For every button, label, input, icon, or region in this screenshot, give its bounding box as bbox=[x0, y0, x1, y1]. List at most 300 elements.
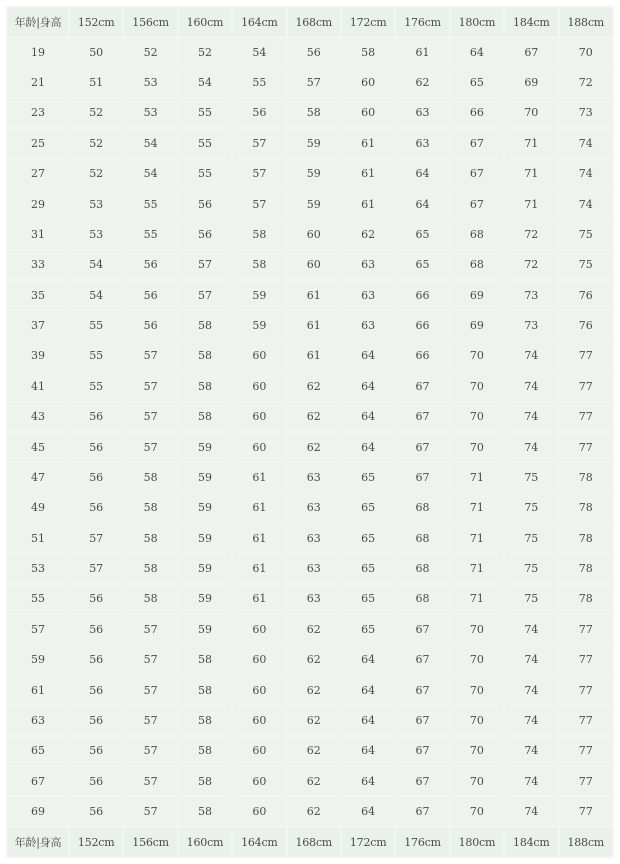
age-cell: 43 bbox=[8, 403, 68, 431]
weight-cell: 65 bbox=[396, 251, 448, 279]
weight-cell: 59 bbox=[288, 190, 340, 218]
weight-cell: 70 bbox=[451, 342, 503, 370]
weight-cell: 77 bbox=[560, 433, 612, 461]
weight-cell: 64 bbox=[342, 676, 394, 704]
weight-cell: 57 bbox=[233, 190, 285, 218]
weight-cell: 56 bbox=[124, 281, 176, 309]
weight-cell: 74 bbox=[505, 706, 557, 734]
weight-cell: 58 bbox=[179, 342, 231, 370]
weight-cell: 61 bbox=[342, 129, 394, 157]
weight-cell: 57 bbox=[124, 767, 176, 795]
weight-cell: 61 bbox=[233, 463, 285, 491]
table-row bbox=[8, 129, 612, 157]
weight-cell: 69 bbox=[451, 281, 503, 309]
weight-cell: 61 bbox=[288, 311, 340, 339]
weight-cell: 59 bbox=[179, 554, 231, 582]
weight-cell: 77 bbox=[560, 767, 612, 795]
weight-cell: 56 bbox=[124, 311, 176, 339]
weight-cell: 57 bbox=[179, 251, 231, 279]
table-row bbox=[8, 251, 612, 279]
weight-cell: 77 bbox=[560, 797, 612, 826]
header-corner-cell: 年龄|身高 bbox=[8, 8, 68, 36]
weight-cell: 77 bbox=[560, 615, 612, 643]
header-height-cell: 152cm bbox=[70, 8, 122, 36]
weight-cell: 70 bbox=[451, 372, 503, 400]
footer-height-cell: 180cm bbox=[451, 828, 503, 856]
weight-cell: 74 bbox=[505, 433, 557, 461]
weight-cell: 60 bbox=[233, 372, 285, 400]
weight-cell: 65 bbox=[342, 615, 394, 643]
header-height-cell: 184cm bbox=[505, 8, 557, 36]
weight-cell: 61 bbox=[233, 585, 285, 613]
age-cell: 67 bbox=[8, 767, 68, 795]
weight-cell: 64 bbox=[342, 706, 394, 734]
weight-cell: 61 bbox=[233, 494, 285, 522]
weight-cell: 56 bbox=[70, 706, 122, 734]
weight-cell: 64 bbox=[451, 38, 503, 66]
weight-cell: 60 bbox=[233, 403, 285, 431]
weight-cell: 77 bbox=[560, 342, 612, 370]
weight-cell: 62 bbox=[288, 767, 340, 795]
weight-cell: 74 bbox=[560, 160, 612, 188]
weight-cell: 57 bbox=[288, 68, 340, 96]
age-cell: 27 bbox=[8, 160, 68, 188]
weight-cell: 60 bbox=[233, 797, 285, 826]
weight-cell: 58 bbox=[288, 99, 340, 127]
weight-cell: 58 bbox=[124, 585, 176, 613]
weight-cell: 57 bbox=[233, 129, 285, 157]
weight-cell: 64 bbox=[342, 403, 394, 431]
table-row bbox=[8, 38, 612, 66]
footer-height-cell: 168cm bbox=[288, 828, 340, 856]
weight-cell: 55 bbox=[70, 342, 122, 370]
weight-cell: 67 bbox=[505, 38, 557, 66]
weight-cell: 60 bbox=[233, 706, 285, 734]
weight-cell: 61 bbox=[288, 342, 340, 370]
weight-cell: 66 bbox=[451, 99, 503, 127]
weight-cell: 72 bbox=[505, 220, 557, 248]
weight-cell: 56 bbox=[70, 737, 122, 765]
weight-cell: 55 bbox=[233, 68, 285, 96]
table-row bbox=[8, 342, 612, 370]
footer-height-cell: 152cm bbox=[70, 828, 122, 856]
weight-cell: 77 bbox=[560, 646, 612, 674]
weight-cell: 60 bbox=[233, 646, 285, 674]
weight-cell: 69 bbox=[505, 68, 557, 96]
weight-cell: 70 bbox=[451, 433, 503, 461]
weight-cell: 71 bbox=[451, 463, 503, 491]
weight-cell: 64 bbox=[342, 767, 394, 795]
age-cell: 39 bbox=[8, 342, 68, 370]
footer-row bbox=[8, 828, 612, 856]
weight-cell: 59 bbox=[179, 524, 231, 552]
weight-cell: 54 bbox=[124, 160, 176, 188]
weight-cell: 54 bbox=[179, 68, 231, 96]
table-header bbox=[8, 8, 612, 36]
weight-cell: 60 bbox=[233, 767, 285, 795]
weight-cell: 62 bbox=[288, 646, 340, 674]
weight-cell: 67 bbox=[451, 190, 503, 218]
weight-cell: 59 bbox=[179, 463, 231, 491]
weight-cell: 58 bbox=[233, 251, 285, 279]
weight-cell: 63 bbox=[396, 99, 448, 127]
age-cell: 33 bbox=[8, 251, 68, 279]
weight-cell: 55 bbox=[124, 220, 176, 248]
weight-cell: 62 bbox=[288, 706, 340, 734]
table-row bbox=[8, 433, 612, 461]
weight-cell: 56 bbox=[179, 190, 231, 218]
weight-cell: 76 bbox=[560, 311, 612, 339]
weight-cell: 78 bbox=[560, 494, 612, 522]
weight-cell: 77 bbox=[560, 737, 612, 765]
weight-cell: 73 bbox=[505, 311, 557, 339]
age-cell: 69 bbox=[8, 797, 68, 826]
weight-cell: 59 bbox=[179, 494, 231, 522]
age-cell: 35 bbox=[8, 281, 68, 309]
weight-cell: 78 bbox=[560, 463, 612, 491]
weight-cell: 71 bbox=[505, 190, 557, 218]
weight-cell: 60 bbox=[233, 342, 285, 370]
weight-cell: 70 bbox=[451, 615, 503, 643]
weight-cell: 57 bbox=[179, 281, 231, 309]
table-row bbox=[8, 615, 612, 643]
weight-cell: 65 bbox=[342, 524, 394, 552]
weight-cell: 58 bbox=[342, 38, 394, 66]
weight-cell: 60 bbox=[288, 251, 340, 279]
weight-cell: 63 bbox=[342, 311, 394, 339]
age-cell: 19 bbox=[8, 38, 68, 66]
weight-reference-table bbox=[6, 6, 614, 858]
weight-cell: 74 bbox=[505, 676, 557, 704]
weight-cell: 56 bbox=[70, 615, 122, 643]
weight-cell: 74 bbox=[505, 767, 557, 795]
weight-cell: 57 bbox=[124, 737, 176, 765]
footer-height-cell: 172cm bbox=[342, 828, 394, 856]
header-height-cell: 164cm bbox=[233, 8, 285, 36]
table-row bbox=[8, 524, 612, 552]
weight-cell: 56 bbox=[70, 403, 122, 431]
weight-cell: 78 bbox=[560, 585, 612, 613]
weight-cell: 68 bbox=[451, 251, 503, 279]
weight-cell: 59 bbox=[179, 615, 231, 643]
table-row bbox=[8, 463, 612, 491]
weight-cell: 68 bbox=[396, 585, 448, 613]
table-row bbox=[8, 403, 612, 431]
table-row bbox=[8, 281, 612, 309]
weight-cell: 56 bbox=[233, 99, 285, 127]
weight-cell: 77 bbox=[560, 706, 612, 734]
weight-cell: 75 bbox=[505, 554, 557, 582]
header-height-cell: 180cm bbox=[451, 8, 503, 36]
age-cell: 23 bbox=[8, 99, 68, 127]
weight-cell: 70 bbox=[451, 767, 503, 795]
header-height-cell: 176cm bbox=[396, 8, 448, 36]
weight-cell: 59 bbox=[179, 433, 231, 461]
weight-cell: 55 bbox=[179, 99, 231, 127]
weight-cell: 63 bbox=[288, 585, 340, 613]
weight-cell: 62 bbox=[396, 68, 448, 96]
age-cell: 57 bbox=[8, 615, 68, 643]
weight-cell: 62 bbox=[288, 737, 340, 765]
weight-cell: 68 bbox=[396, 524, 448, 552]
weight-cell: 56 bbox=[288, 38, 340, 66]
age-cell: 29 bbox=[8, 190, 68, 218]
weight-cell: 74 bbox=[505, 737, 557, 765]
weight-cell: 65 bbox=[342, 554, 394, 582]
age-cell: 53 bbox=[8, 554, 68, 582]
table-container bbox=[6, 6, 614, 858]
header-height-cell: 168cm bbox=[288, 8, 340, 36]
weight-cell: 71 bbox=[451, 585, 503, 613]
footer-height-cell: 188cm bbox=[560, 828, 612, 856]
table-row bbox=[8, 797, 612, 826]
weight-cell: 59 bbox=[179, 585, 231, 613]
age-cell: 59 bbox=[8, 646, 68, 674]
table-row bbox=[8, 676, 612, 704]
weight-cell: 57 bbox=[124, 342, 176, 370]
weight-cell: 63 bbox=[288, 554, 340, 582]
table-footer bbox=[8, 828, 612, 856]
table-body bbox=[8, 38, 612, 826]
weight-cell: 63 bbox=[288, 524, 340, 552]
weight-cell: 60 bbox=[233, 433, 285, 461]
weight-cell: 57 bbox=[124, 676, 176, 704]
table-row bbox=[8, 737, 612, 765]
weight-cell: 56 bbox=[70, 676, 122, 704]
weight-cell: 64 bbox=[342, 342, 394, 370]
footer-height-cell: 184cm bbox=[505, 828, 557, 856]
weight-cell: 63 bbox=[288, 463, 340, 491]
weight-cell: 58 bbox=[179, 403, 231, 431]
weight-cell: 55 bbox=[70, 311, 122, 339]
weight-cell: 67 bbox=[396, 463, 448, 491]
weight-cell: 62 bbox=[288, 403, 340, 431]
weight-cell: 57 bbox=[124, 706, 176, 734]
weight-cell: 72 bbox=[560, 68, 612, 96]
weight-cell: 64 bbox=[342, 737, 394, 765]
weight-cell: 62 bbox=[288, 676, 340, 704]
weight-cell: 75 bbox=[505, 494, 557, 522]
weight-cell: 67 bbox=[396, 403, 448, 431]
weight-cell: 56 bbox=[124, 251, 176, 279]
age-cell: 51 bbox=[8, 524, 68, 552]
weight-cell: 67 bbox=[396, 767, 448, 795]
weight-cell: 67 bbox=[396, 797, 448, 826]
age-cell: 45 bbox=[8, 433, 68, 461]
weight-cell: 62 bbox=[288, 797, 340, 826]
footer-height-cell: 156cm bbox=[124, 828, 176, 856]
weight-cell: 60 bbox=[342, 99, 394, 127]
weight-cell: 53 bbox=[70, 220, 122, 248]
weight-cell: 75 bbox=[505, 585, 557, 613]
weight-cell: 70 bbox=[451, 403, 503, 431]
weight-cell: 67 bbox=[451, 160, 503, 188]
weight-cell: 67 bbox=[396, 615, 448, 643]
weight-cell: 57 bbox=[70, 554, 122, 582]
weight-cell: 62 bbox=[342, 220, 394, 248]
weight-cell: 56 bbox=[179, 220, 231, 248]
weight-cell: 73 bbox=[560, 99, 612, 127]
weight-cell: 58 bbox=[124, 494, 176, 522]
table-row bbox=[8, 99, 612, 127]
weight-cell: 56 bbox=[70, 585, 122, 613]
footer-corner-cell: 年龄|身高 bbox=[8, 828, 68, 856]
table-row bbox=[8, 646, 612, 674]
weight-cell: 76 bbox=[560, 281, 612, 309]
weight-cell: 56 bbox=[70, 433, 122, 461]
age-cell: 49 bbox=[8, 494, 68, 522]
weight-cell: 67 bbox=[396, 706, 448, 734]
weight-cell: 63 bbox=[288, 494, 340, 522]
header-row bbox=[8, 8, 612, 36]
header-height-cell: 156cm bbox=[124, 8, 176, 36]
table-row bbox=[8, 494, 612, 522]
weight-cell: 67 bbox=[451, 129, 503, 157]
weight-cell: 72 bbox=[505, 251, 557, 279]
weight-cell: 59 bbox=[233, 281, 285, 309]
weight-cell: 58 bbox=[179, 676, 231, 704]
weight-cell: 63 bbox=[342, 251, 394, 279]
weight-cell: 67 bbox=[396, 372, 448, 400]
weight-cell: 69 bbox=[451, 311, 503, 339]
weight-cell: 59 bbox=[288, 129, 340, 157]
weight-cell: 53 bbox=[124, 99, 176, 127]
weight-cell: 52 bbox=[179, 38, 231, 66]
weight-cell: 68 bbox=[396, 494, 448, 522]
age-cell: 25 bbox=[8, 129, 68, 157]
age-cell: 63 bbox=[8, 706, 68, 734]
weight-cell: 71 bbox=[451, 494, 503, 522]
weight-cell: 70 bbox=[560, 38, 612, 66]
weight-cell: 68 bbox=[396, 554, 448, 582]
weight-cell: 65 bbox=[342, 585, 394, 613]
weight-cell: 58 bbox=[179, 797, 231, 826]
weight-cell: 78 bbox=[560, 554, 612, 582]
weight-cell: 70 bbox=[505, 99, 557, 127]
weight-cell: 67 bbox=[396, 676, 448, 704]
weight-cell: 60 bbox=[342, 68, 394, 96]
weight-cell: 56 bbox=[70, 494, 122, 522]
age-cell: 37 bbox=[8, 311, 68, 339]
weight-cell: 78 bbox=[560, 524, 612, 552]
weight-cell: 51 bbox=[70, 68, 122, 96]
weight-cell: 57 bbox=[70, 524, 122, 552]
weight-cell: 58 bbox=[179, 311, 231, 339]
weight-cell: 58 bbox=[179, 646, 231, 674]
weight-cell: 77 bbox=[560, 676, 612, 704]
weight-cell: 71 bbox=[451, 524, 503, 552]
weight-cell: 58 bbox=[179, 767, 231, 795]
weight-cell: 54 bbox=[233, 38, 285, 66]
weight-cell: 71 bbox=[505, 160, 557, 188]
weight-cell: 70 bbox=[451, 737, 503, 765]
table-row bbox=[8, 554, 612, 582]
table-row bbox=[8, 706, 612, 734]
weight-cell: 74 bbox=[560, 129, 612, 157]
weight-cell: 55 bbox=[124, 190, 176, 218]
footer-height-cell: 164cm bbox=[233, 828, 285, 856]
weight-cell: 70 bbox=[451, 706, 503, 734]
weight-cell: 53 bbox=[124, 68, 176, 96]
weight-cell: 61 bbox=[233, 524, 285, 552]
table-row bbox=[8, 767, 612, 795]
weight-cell: 59 bbox=[288, 160, 340, 188]
weight-cell: 57 bbox=[124, 615, 176, 643]
weight-cell: 67 bbox=[396, 646, 448, 674]
weight-cell: 66 bbox=[396, 281, 448, 309]
header-height-cell: 160cm bbox=[179, 8, 231, 36]
weight-cell: 57 bbox=[124, 797, 176, 826]
footer-height-cell: 176cm bbox=[396, 828, 448, 856]
weight-cell: 56 bbox=[70, 646, 122, 674]
weight-cell: 70 bbox=[451, 797, 503, 826]
weight-cell: 77 bbox=[560, 372, 612, 400]
weight-cell: 63 bbox=[396, 129, 448, 157]
weight-cell: 70 bbox=[451, 676, 503, 704]
age-cell: 41 bbox=[8, 372, 68, 400]
age-cell: 61 bbox=[8, 676, 68, 704]
weight-cell: 58 bbox=[179, 372, 231, 400]
weight-cell: 52 bbox=[124, 38, 176, 66]
weight-cell: 74 bbox=[505, 342, 557, 370]
weight-cell: 62 bbox=[288, 433, 340, 461]
weight-cell: 65 bbox=[342, 494, 394, 522]
weight-cell: 55 bbox=[70, 372, 122, 400]
weight-cell: 57 bbox=[124, 372, 176, 400]
weight-cell: 64 bbox=[342, 646, 394, 674]
weight-cell: 74 bbox=[505, 615, 557, 643]
weight-cell: 67 bbox=[396, 433, 448, 461]
weight-cell: 77 bbox=[560, 403, 612, 431]
age-cell: 47 bbox=[8, 463, 68, 491]
age-cell: 31 bbox=[8, 220, 68, 248]
weight-cell: 75 bbox=[505, 524, 557, 552]
age-cell: 55 bbox=[8, 585, 68, 613]
table-row bbox=[8, 311, 612, 339]
weight-cell: 59 bbox=[233, 311, 285, 339]
weight-cell: 65 bbox=[396, 220, 448, 248]
weight-cell: 74 bbox=[505, 372, 557, 400]
weight-cell: 68 bbox=[451, 220, 503, 248]
weight-cell: 58 bbox=[124, 554, 176, 582]
age-cell: 65 bbox=[8, 737, 68, 765]
weight-cell: 75 bbox=[560, 251, 612, 279]
table-row bbox=[8, 190, 612, 218]
weight-cell: 71 bbox=[505, 129, 557, 157]
weight-cell: 60 bbox=[288, 220, 340, 248]
weight-cell: 64 bbox=[342, 797, 394, 826]
weight-cell: 75 bbox=[505, 463, 557, 491]
age-cell: 21 bbox=[8, 68, 68, 96]
weight-cell: 53 bbox=[70, 190, 122, 218]
weight-cell: 56 bbox=[70, 463, 122, 491]
weight-cell: 58 bbox=[124, 524, 176, 552]
weight-cell: 58 bbox=[179, 737, 231, 765]
weight-cell: 52 bbox=[70, 99, 122, 127]
weight-cell: 63 bbox=[342, 281, 394, 309]
weight-cell: 64 bbox=[396, 160, 448, 188]
weight-cell: 56 bbox=[70, 797, 122, 826]
weight-cell: 73 bbox=[505, 281, 557, 309]
table-row bbox=[8, 372, 612, 400]
weight-cell: 75 bbox=[560, 220, 612, 248]
weight-cell: 66 bbox=[396, 342, 448, 370]
weight-cell: 62 bbox=[288, 372, 340, 400]
weight-cell: 52 bbox=[70, 129, 122, 157]
weight-cell: 64 bbox=[342, 372, 394, 400]
weight-cell: 70 bbox=[451, 646, 503, 674]
weight-cell: 58 bbox=[233, 220, 285, 248]
